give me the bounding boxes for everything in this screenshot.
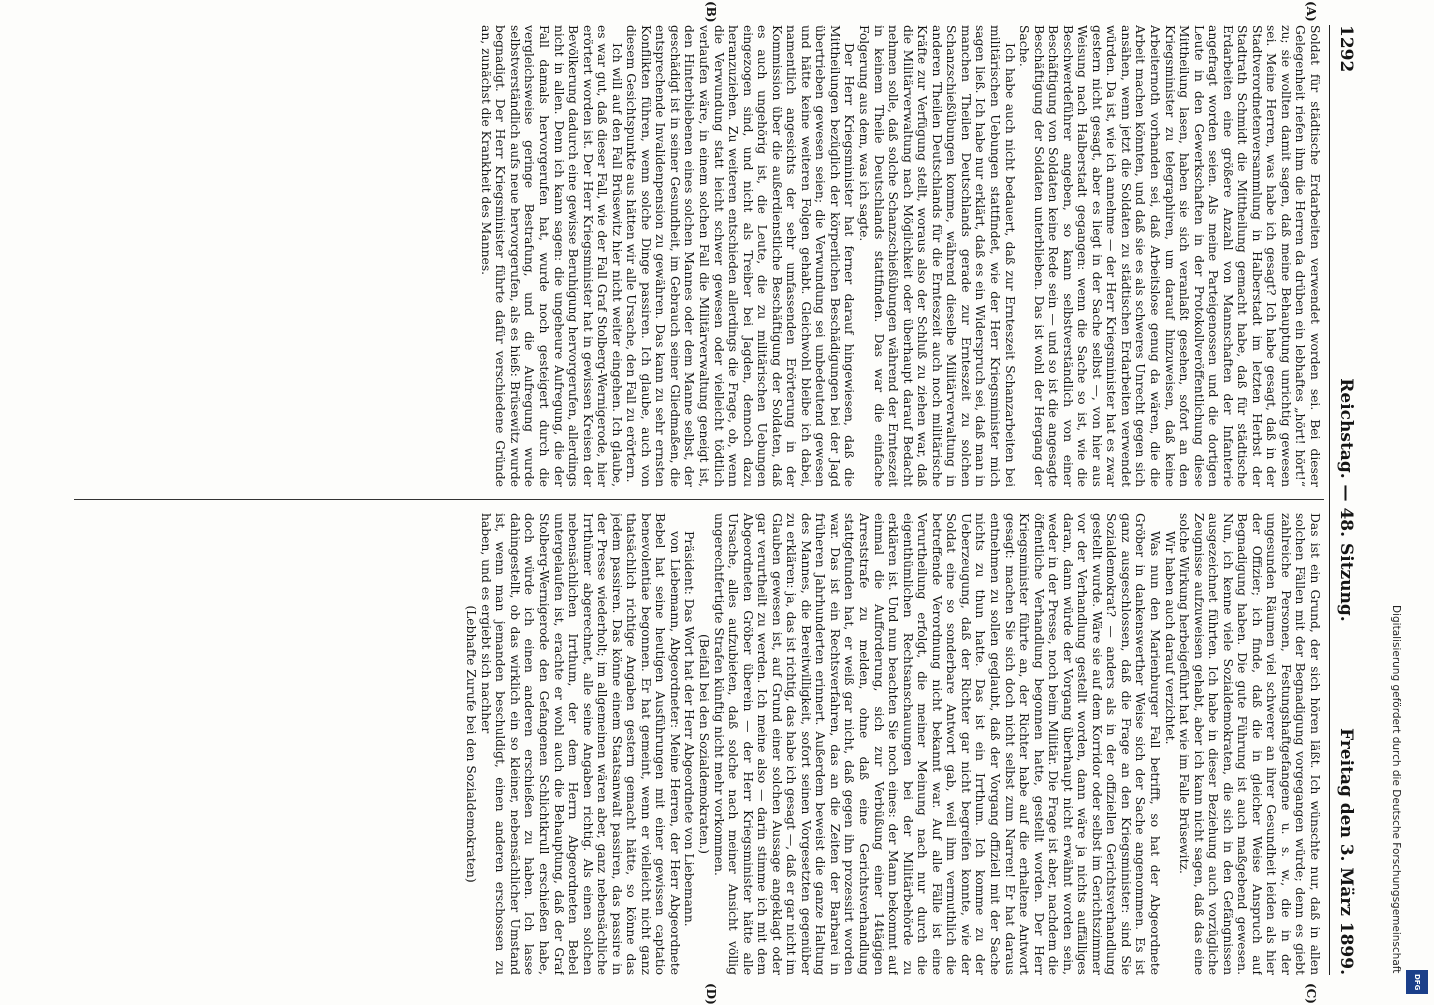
margin-marker-b: (B) xyxy=(704,1,718,23)
column-divider xyxy=(74,499,1324,500)
margin-marker-d: (D) xyxy=(704,983,718,1005)
right-column xyxy=(82,513,1322,975)
paragraph: Ich habe auch nicht bedauert, daß zur Ernteszeit Schanzarbeiten bei militärischen Uebungen stattfindet, wie der Herr Kriegsminister mich sagen ließ. Ich habe nur erklärt, daß es ein Widerspruch sei, daß man in manchen Theilen Deutschlands gerade zur Ernteszeit zu solchen Schanzschießübungen komme, während dieselbe Militärverwaltung in anderen Theilen Deutschlands für die Ernteszeit auch noch militärische Kräfte zur Verfügung stellt, woraus also der Schluß zu ziehen war, daß die Militärverwaltung nach Möglichkeit oder überhaupt darauf Bedacht nehmen solle, daß solche Schanzschießübungen während der Ernteszeit in keinem Theile Deutschlands stattfinden. Das war die einfache Folgerung aus dem, was ich sagte. xyxy=(857,25,1017,487)
interjection-note: (Lebhafte Zurufe bei den Sozialdemokraten) xyxy=(464,605,479,883)
paragraph: Soldat für städtische Erdarbeiten verwendet worden sei. Bei dieser Gelegenheit riefen ihm die Herren da drüben ein lebhaftes „hört! hört!“ zu; sie wollten damit sagen, daß meine Behauptung unrichtig gewesen sei. Meine Herren, was habe ich gesagt? Ich habe gesagt, daß in der Stadtverordnetenversammlung in Halberstadt im letzten Herbst der Stadtrath Schmidt die Mittheilung gemacht habe, daß für städtische Erdarbeiten eine größere Anzahl von Mannschaften der Infanterie angefragt worden seien. Als meine Parteigenossen und die dortigen Leute in den Gewerkschaften in der Protokollveröffentlichung diese Mittheilung lasen, haben sie sich veranlaßt gesehen, sofort an den Kriegsminister zu telegraphiren, um darauf hinzuweisen, daß keine Arbeiternoth vorhanden sei, daß Arbeitslose genug da wären, die die Arbeit machen könnten, und daß sie es als schweres Unrecht gegen sich ansähen, wenn jetzt die Soldaten zu städtischen Erdarbeiten verwendet würden. Da ist, wie ich annehme — der Herr Kriegsminister hat es zwar gestern nicht gesagt, aber es liegt in der Sache selbst —, von hier aus Weisung nach Halberstadt gegangen: wenn die Sache so ist, wie die Beschwerdeführer angeben, so kann selbstverständlich von einer Beschäftigung von Soldaten keine Rede sein — und so ist die angesagte Beschäftigung der Soldaten unterblieben. Das ist wohl der Hergang der Sache. xyxy=(1017,25,1322,487)
margin-marker-a: (A) xyxy=(1304,1,1318,22)
paragraph: Ich will auf den Fall Brüsewitz hier nicht weiter eingehen. Ich glaube, es war gut, daß dieser Fall, wie der Fall Graf Stolberg-Wernigerode, hier erörtert worden ist. Der Herr Kriegsminister hat in gewissen Kreisen der Bevölkerung dadurch eine gewisse Beruhigung hervorgerufen, allerdings nicht in allen. Denn ich kann sagen: die ungeheure Aufregung, die der Fall damals hervorgerufen hat, wurde noch gesteigert durch die vergleichsweise geringe Bestrafung, und die Aufregung wurde selbstverständlich aufs neue hervorgerufen, als es hieß: Brüsewitz wurde begnadigt. Der Herr Kriegsminister führte dafür verschiedene Gründe an, zunächst die Krankheit des Mannes. xyxy=(478,25,624,487)
paragraph: Wir haben auch darauf verzichtet. xyxy=(1162,531,1177,745)
session-title: Reichstag. — 48. Sitzung. xyxy=(1336,378,1356,622)
page-header xyxy=(1329,25,1358,975)
digitization-credit: Digitalisierung gefördert durch die Deutsche Forschungsgemeinschaft xyxy=(1390,605,1402,974)
page-number: 1292 xyxy=(1336,25,1356,73)
session-date: Freitag den 3. März 1899. xyxy=(1336,728,1356,975)
left-column xyxy=(82,25,1322,487)
speech-liebemann: von Liebemann, Abgeordneter: Meine Herren, der Herr Abgeordnete Bebel hat seine heutigen Ausführungen mit einer gewissen captatio benevolentiae begonnen. Er hat gemeint, wenn er vielleicht nicht ganz thatsächlich richtige Angaben gestern gemacht hätte, so könne das jedem passiren. Das könne einem Staatsanwalt passiren, das passire in der Presse wiederholt; im allgemeinen wären aber, ganz nebensächliche Irrthümer abgerechnet, alle seine Angaben richtig. Als einen solchen nebensächlichen Irrthum, der dem Herrn Abgeordneten Bebel untergelaufen ist, erachte er wohl auch die Behauptung, daß der Graf Stolberg-Wernigerode den Gefangenen Schlichtkrull erschießen habe, doch würde ich einen anderen erschießen zu haben. Ich lasse dahingestellt, ob das wirklich ein so kleiner, nebensächlicher Umstand ist, wenn man jemanden beschuldigt, einen anderen erschossen zu haben, und es ergiebt sich nachher xyxy=(478,513,682,975)
dfg-logo: DFG xyxy=(1406,970,1428,994)
paragraph: Das ist ein Grund, der sich hören läßt. Ich wünschte nur, daß in allen solchen Fällen mit der Begnadigung vorgegangen würde; denn es giebt zahlreiche Personen, Festungshaftgefangene u. s. w., die in der ungesunden Räumen viel schwerer an ihrer Gesundheit leiden als hier der Offizier; ich finde, daß die in gleicher Weise Anspruch auf Begnadigung haben. Die gute Führung ist auch maßgebend gewesen. Nun, ich kenne viele Sozialdemokraten, die sich in den Gefängnissen ausgezeichnet führten. Ich habe in dieser Beziehung auch vorzügliche Zeugnisse aufzuweisen gehabt, aber ich kann nicht sagen, daß das eine solche Wirkung herbeigeführt hat wie im Falle Brüsewitz. xyxy=(1177,513,1322,975)
paragraph: Was nun den Marienburger Fall betrifft, so hat der Abgeordnete Gröber in dankenswerther Weise sich der Sache angenommen. Es ist ganz ausgeschlossen, daß die Frage an den Kriegsminister: sind Sie Sozialdemokrat? — anders als in der offiziellen Gerichtsverhandlung gestellt wurde. Wäre sie auf dem Korridor oder selbst im Gerichtszimmer vor der Verhandlung gestellt worden, dann wäre ja nichts auffälliges daran, dann würde der Vorgang überhaupt nicht erwähnt worden sein, weder in der Presse, noch beim Militär. Die Frage ist aber, nachdem die öffentliche Verhandlung begonnen hatte, gestellt worden. Der Herr Kriegsminister führte an, der Richter habe auf die erhaltene Antwort gesagt: machen Sie sich doch nicht selbst zum Narren! Er hat daraus entnehmen zu sollen geglaubt, daß der Vorgang offiziell mit der Sache nichts zu thun hatte. Das ist ein Irrthum. Ich komme zu der Ueberzeugung, daß der Richter gar nicht begreifen konnte, wie der Soldat eine so sonderbare Antwort gab, weil ihm vermuthlich die betreffende Verordnung nicht bekannt war. Auf alle Fälle ist eine Verurtheilung erfolgt, die meiner Meinung nach nur durch die eigenthümlichen Rechtsanschauungen bei der Militärbehörde zu erklären ist. Und nun beachten Sie noch eines: der Mann bekommt auf einmal die Aufforderung, sich zur Verbüßung einer 14tägigen Arreststrafe zu melden, ohne daß eine Gerichtsverhandlung stattgefunden hat, er weiß gar nicht, daß gegen ihn prozessirt worden war. Das ist ein Rechtsverfahren, das an die Zeiten der Barbarei in früheren Jahrhunderten erinnert. Außerdem beweist die ganze Haltung des Mannes, die Bereitwilligkeit, sofort seinen Vorgesetzten gegenüber zu erklären: ja, das ist richtig, das habe ich gesagt —, daß er gar nicht im Glauben gewesen ist, auf Grund einer solchen Aussage angeklagt oder gar verurtheilt zu werden. Ich meine also — darin stimme ich mit dem Abgeordneten Gröber überein — der Herr Kriegsminister hätte alle Ursache, alles aufzubieten, daß solche nach meiner Ansicht völlig ungerechtfertigte Strafen künftig nicht mehr vorkommen. xyxy=(711,513,1162,975)
paragraph: Der Herr Kriegsminister hat ferner darauf hingewiesen, daß die Mittheilungen bezüglich der körperlichen Beschädigungen bei der Jagd übertrieben gewesen seien; die Verwundung sei unbedeutend gewesen und hätte keine weiteren Folgen gehabt. Gleichwohl bleibe ich dabei, namentlich angesichts der sehr umfassenden Erörterung in der Kommission über die außerdienstliche Beschäftigung der Soldaten, daß es auch ungehörig ist, die Leute, die zu militärischen Uebungen eingezogen sind, und nicht als Treiber bei Jagden, dennoch dazu heranzuziehen. Zu weiteren entschieden allerdings die Frage, ob, wenn die Verwundung statt leicht schwer gewesen oder vielleicht tödtlich verlaufen wäre, in einem solchen Fall die Militärverwaltung geneigt ist, den Hinterbliebenen eines solchen Mannes oder dem Manne selbst, der geschädigt ist in seiner Gesundheit, im Gebrauch seiner Gliedmaßen, die entsprechende Invalidenpension zu gewähren. Das kann zu sehr ernsten Konflikten führen, wenn solche Dinge passiren. Ich glaube, auch von diesem Gesichtspunkte aus hätten wir alle Ursache, den Fall zu erörtern. xyxy=(624,25,857,487)
applause-note: (Beifall bei den Sozialdemokraten.) xyxy=(697,634,712,854)
rotated-page xyxy=(28,1,1358,1005)
margin-marker-c: (C) xyxy=(1304,983,1318,1004)
president-remark: Präsident: Das Wort hat der Herr Abgeordnete von Liebemann. xyxy=(682,531,697,927)
